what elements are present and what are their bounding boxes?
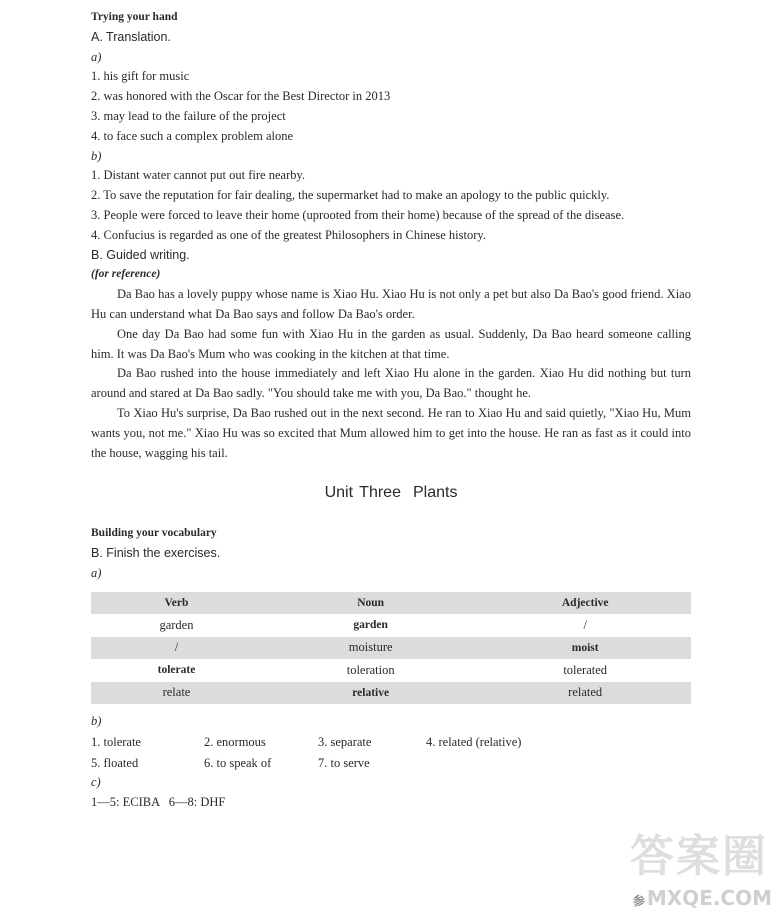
list-item: 4. to face such a complex problem alone — [91, 128, 294, 143]
table-row — [91, 682, 691, 705]
list-item: 2. was honored with the Oscar for the Best Director in 2013 — [91, 89, 391, 104]
sub-c-label: c) — [91, 775, 101, 790]
table-header-cell: Verb — [91, 592, 262, 615]
translation-b-list — [91, 166, 691, 245]
c-answer: 1—5: ECIBA 6—8: DHF — [91, 794, 226, 809]
list-item: 3. may lead to the failure of the project — [91, 108, 286, 123]
answer-item: 6. to speak of — [204, 755, 272, 770]
paragraph: Da Bao has a lovely puppy whose name is Xiao Hu. Xiao Hu is not only a pet but also Da Bao's good friend. Xiao Hu can understand what Da Bao says and follow Da Bao's order. — [91, 287, 691, 321]
part-a-label: A. Translation. — [91, 29, 171, 44]
table-cell: toleration — [346, 662, 395, 677]
unit-name: Plants — [412, 484, 458, 502]
table-row — [91, 659, 691, 682]
table-row — [91, 614, 691, 637]
table-cell: relative — [262, 682, 479, 705]
section-heading-trying: Trying your hand — [91, 11, 178, 23]
answer-page — [91, 8, 691, 813]
paragraph: To Xiao Hu's surprise, Da Bao rushed out in the next second. He ran to Xiao Hu and said quietly, "Xiao Hu, Mum wants you, not me." Xiao Hu was so excited that Mum allowed him to get into the house. He ran as fast as it could into the house, wagging his tail. — [91, 405, 691, 460]
part-b-label: B. Guided writing. — [91, 247, 190, 262]
table-cell: tolerated — [563, 662, 608, 677]
for-reference-label: (for reference) — [91, 268, 161, 281]
unit-label: Unit Three — [324, 484, 401, 502]
list-item: 1. Distant water cannot put out fire nearby. — [91, 168, 306, 183]
paragraph: Da Bao rushed into the house immediately and left Xiao Hu alone in the garden. Xiao Hu did nothing but turn around and stared at Da Bao sadly. "You should take me with you, Da Bao." thought he. — [91, 366, 691, 401]
word-forms-table — [91, 592, 691, 705]
table-cell: / — [583, 617, 587, 632]
table-header-cell: Adjective — [479, 592, 691, 615]
list-item: 1. his gift for music — [91, 69, 190, 84]
answer-item: 4. related (relative) — [426, 735, 522, 750]
table-cell: moisture — [262, 637, 479, 660]
answer-item: 1. tolerate — [91, 735, 141, 750]
page-ref-char: 参 — [632, 894, 645, 908]
section-heading-vocabulary: Building your vocabulary — [91, 527, 217, 540]
table-cell: moist — [479, 637, 691, 660]
table-cell: garden — [159, 617, 194, 632]
table-cell: relate — [91, 682, 262, 705]
answer-item: 2. enormous — [204, 735, 266, 750]
answer-item: 5. floated — [91, 755, 139, 770]
answer-row — [91, 753, 691, 774]
table-cell: tolerate — [157, 664, 196, 677]
table-row — [91, 637, 691, 660]
watermark-url — [633, 886, 772, 910]
translation-a-list — [91, 67, 691, 146]
table-cell: related — [479, 682, 691, 705]
table-cell: garden — [353, 619, 388, 632]
table-header-row — [91, 592, 691, 615]
table-cell: / — [91, 637, 262, 660]
watermark-logo-text: 答案圈 — [630, 831, 768, 882]
sub-a-label: a) — [91, 49, 102, 64]
list-item: 2. To save the reputation for fair dealing, the supermarket had to make an apology to the public quickly. — [91, 188, 610, 203]
paragraph: One day Da Bao had some fun with Xiao Hu in the garden as usual. Suddenly, Da Bao heard someone calling him. It was Da Bao's Mum who was cooking in the kitchen at that time. — [91, 326, 691, 361]
list-item: 4. Confucius is regarded as one of the greatest Philosophers in Chinese history. — [91, 227, 486, 242]
answer-item: 7. to serve — [318, 755, 370, 770]
answer-item: 3. separate — [318, 735, 372, 750]
site-watermark — [582, 820, 772, 910]
answer-row — [91, 732, 691, 753]
watermark-domain: MXQE.COM — [646, 886, 772, 910]
guided-writing-text — [91, 285, 691, 463]
table-header-cell: Noun — [262, 592, 479, 615]
sub-a-label-2: a) — [91, 565, 102, 580]
list-item: 3. People were forced to leave their home (uprooted from their home) because of the spread of the disease. — [91, 207, 625, 222]
unit-title — [91, 482, 691, 504]
part-b-finish-label: B. Finish the exercises. — [91, 546, 221, 561]
sub-b-label: b) — [91, 148, 102, 163]
sub-b-label-2: b) — [91, 714, 102, 729]
